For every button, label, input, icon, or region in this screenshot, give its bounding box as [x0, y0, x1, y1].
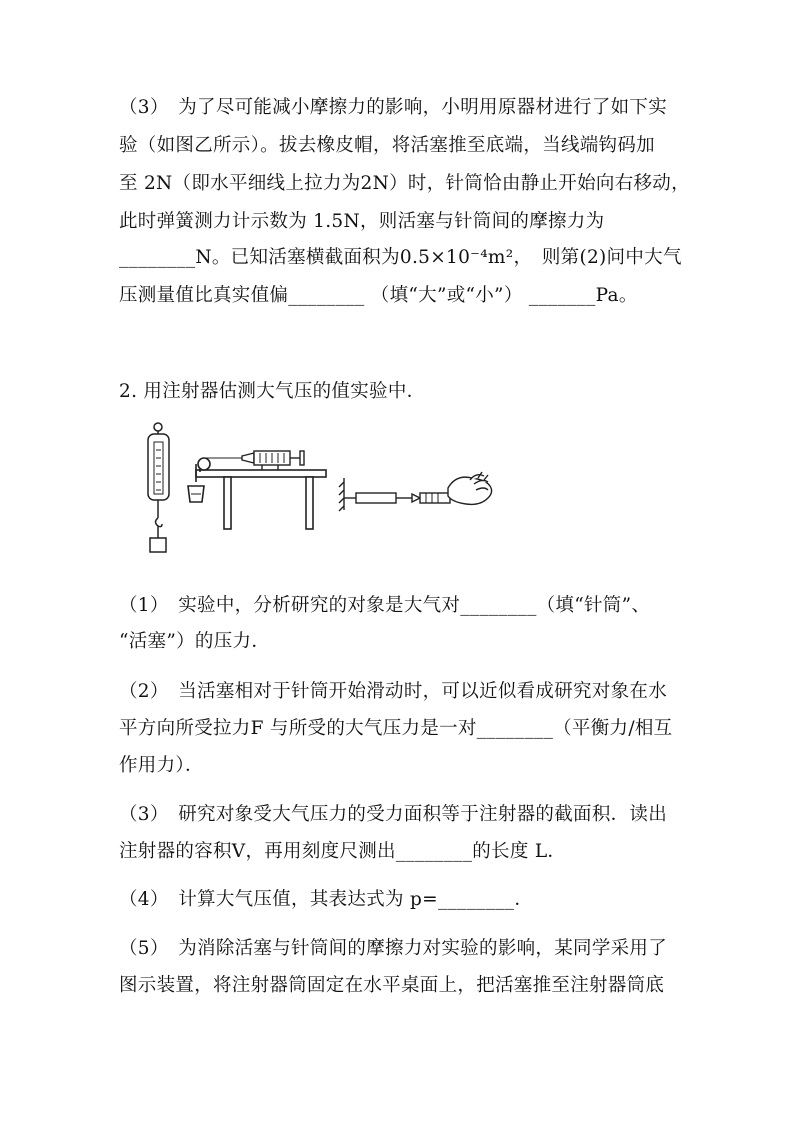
syringe-icon [242, 451, 304, 470]
line-q2-3a: （3） 研究对象受大气压力的受力面积等于注射器的截面积．读出 [119, 804, 668, 825]
wall-icon [339, 478, 344, 511]
line-q3-6: 压测量值比真实值偏________ （填“大”或“小”） _______Pa。 [119, 285, 638, 306]
line-q3-1: （3） 为了尽可能减小摩擦力的影响，小明用原器材进行了如下实 [119, 97, 668, 118]
table-icon [188, 458, 326, 529]
experiment-figure [134, 420, 514, 565]
line-q2-5b: 图示装置，将注射器筒固定在水平桌面上，把活塞推至注射器筒底 [119, 975, 665, 996]
line-q2-2a: （2） 当活塞相对于针筒开始滑动时，可以近似看成研究对象在水 [119, 681, 668, 702]
hand-icon [448, 472, 492, 504]
line-q3-5: ________N。已知活塞横截面积为0.5×10⁻⁴m²， 则第(2)问中大气 [119, 247, 682, 268]
line-q2-2b: 平方向所受拉力F 与所受的大气压力是一对________（平衡力/相互 [119, 718, 673, 739]
question-2-title: 2. 用注射器估测大气压的值实验中． [119, 381, 426, 402]
line-q3-3: 至 2N（即水平细线上拉力为2N）时，针筒恰由静止开始向右移动， [119, 173, 690, 194]
line-q2-2c: 作用力）． [119, 755, 204, 776]
spring-balance-icon [148, 423, 169, 552]
line-q2-4: （4） 计算大气压值，其表达式为 p=________． [119, 889, 534, 910]
horizontal-syringe-icon [344, 493, 450, 503]
line-q2-1a: （1） 实验中，分析研究的对象是大气对________（填“针筒”、 [119, 595, 651, 616]
line-q2-1b: “活塞”）的压力． [119, 631, 271, 652]
line-q2-3b: 注射器的容积V，再用刻度尺测出________的长度 L． [119, 841, 567, 862]
line-q3-2: 验（如图乙所示）。拔去橡皮帽，将活塞推至底端，当线端钩码加 [119, 135, 655, 156]
line-q2-5a: （5） 为消除活塞与针筒间的摩擦力对实验的影响，某同学采用了 [119, 938, 668, 959]
line-q3-4: 此时弹簧测力计示数为 1.5N，则活塞与针筒间的摩擦力为 [119, 211, 605, 232]
